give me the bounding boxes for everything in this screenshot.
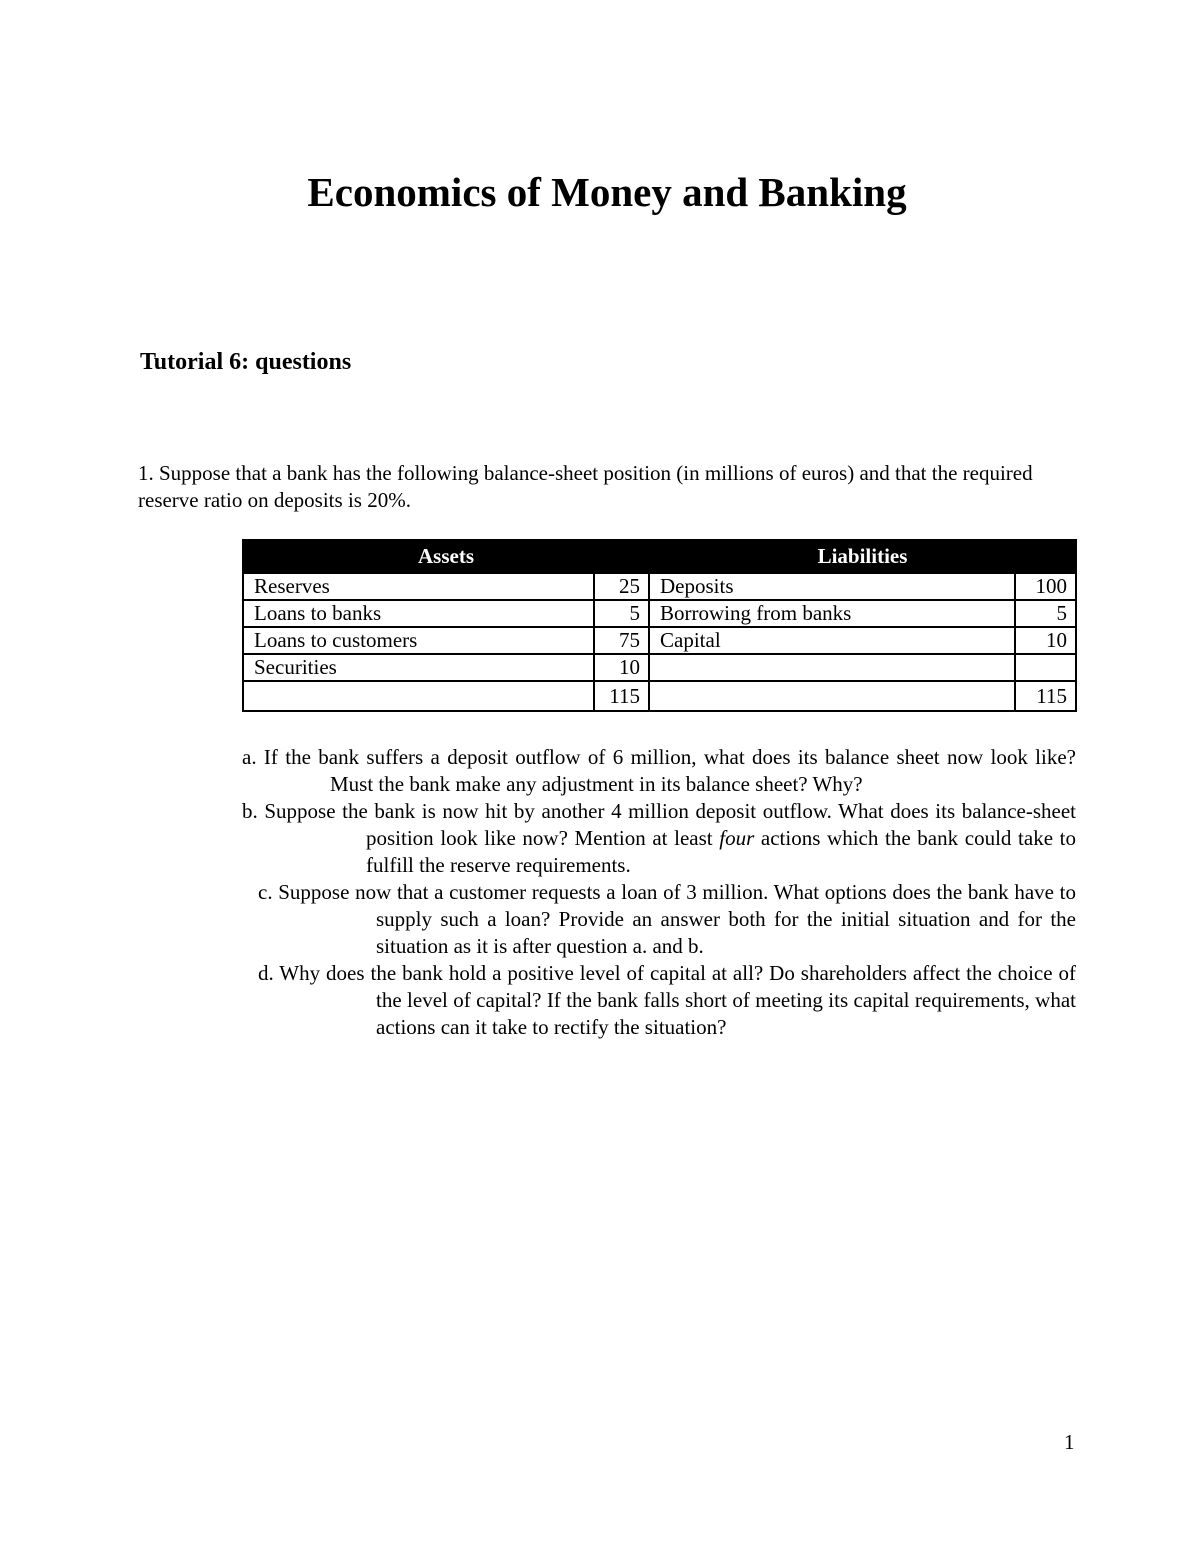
part-b-text-end: actions which the bank could take to fulfill the reserve requirements.	[366, 826, 1076, 877]
asset-value: 75	[594, 627, 649, 654]
liability-value	[1015, 654, 1076, 681]
asset-value: 25	[594, 573, 649, 600]
liability-label: Borrowing from banks	[649, 600, 1015, 627]
part-a-text: a. If the bank suffers a deposit outflow of 6 million, what does its balance sheet now look like? Must the bank make any adjustment in its balance sheet? Why?	[242, 745, 1076, 796]
table-row	[243, 573, 1076, 600]
part-b-text-start: b. Suppose the bank is now hit by another 4 million deposit outflow. What does its balance-sheet position look like now? Mention at least	[242, 799, 1076, 850]
asset-label: Reserves	[243, 573, 594, 600]
total-liabilities-value: 115	[1015, 681, 1076, 711]
total-row	[243, 681, 1076, 711]
liability-label	[649, 654, 1015, 681]
asset-label: Loans to banks	[243, 600, 594, 627]
liability-value: 5	[1015, 600, 1076, 627]
part-b-emphasis: four	[719, 826, 755, 850]
total-asset-spacer	[243, 681, 594, 711]
asset-label: Securities	[243, 654, 594, 681]
part-c-text: c. Suppose now that a customer requests a loan of 3 million. What options does the bank have to supply such a loan? Provide an answer both for the initial situation and for the situation as it is after question a. and b.	[258, 880, 1076, 958]
liabilities-header: Liabilities	[649, 540, 1076, 573]
liability-label: Deposits	[649, 573, 1015, 600]
part-b-text	[242, 798, 1076, 879]
asset-value: 5	[594, 600, 649, 627]
part-d-text: d. Why does the bank hold a positive level of capital at all? Do shareholders affect the choice of the level of capital? If the bank falls short of meeting its capital requirements, what actions can it take to rectify the situation?	[258, 961, 1076, 1039]
page-number: 1	[1064, 1430, 1075, 1454]
document-title: Economics of Money and Banking	[307, 169, 907, 215]
balance-sheet-table	[242, 539, 1077, 712]
tutorial-subtitle: Tutorial 6: questions	[140, 349, 352, 375]
question-parts	[242, 744, 1076, 1041]
asset-value: 10	[594, 654, 649, 681]
liability-label: Capital	[649, 627, 1015, 654]
liability-value: 10	[1015, 627, 1076, 654]
total-liability-spacer	[649, 681, 1015, 711]
table-row	[243, 654, 1076, 681]
table-row	[243, 600, 1076, 627]
assets-header: Assets	[243, 540, 649, 573]
question-1-text: 1. Suppose that a bank has the following balance-sheet position (in millions of euros) and that the required reserve ratio on deposits is 20%.	[138, 461, 1033, 512]
liability-value: 100	[1015, 573, 1076, 600]
balance-sheet-header-row	[243, 540, 1076, 573]
table-row	[243, 627, 1076, 654]
total-assets-value: 115	[594, 681, 649, 711]
asset-label: Loans to customers	[243, 627, 594, 654]
